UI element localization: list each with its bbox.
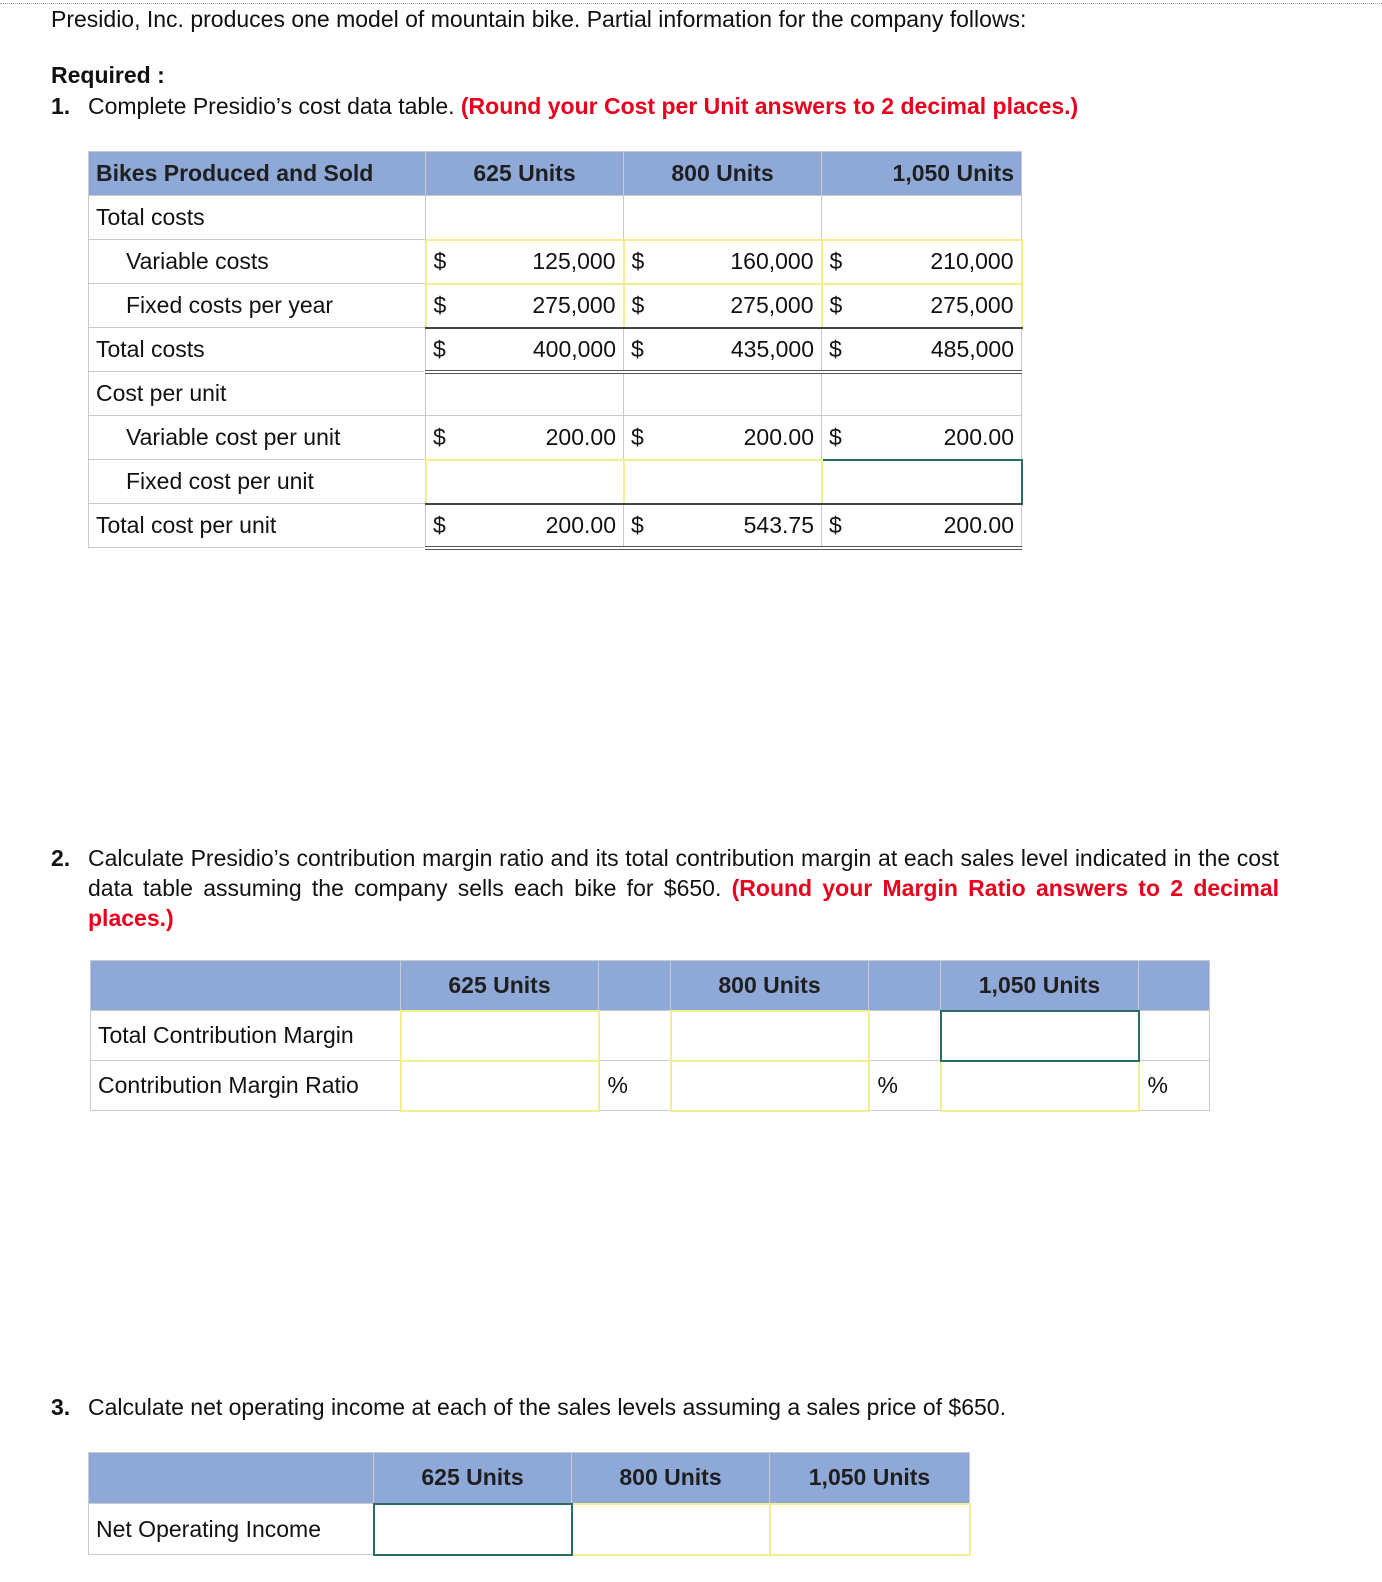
noi-800-input[interactable] — [572, 1504, 770, 1555]
tcm-800-input[interactable] — [671, 1011, 869, 1061]
tcm-1050-input[interactable] — [941, 1011, 1139, 1061]
fixed-cpu-1050-input[interactable] — [822, 460, 1022, 504]
table-row — [89, 240, 1022, 284]
header-800-units: 800 Units — [572, 1453, 770, 1504]
cmr-625-input[interactable] — [401, 1061, 599, 1111]
header-625-units: 625 Units — [426, 152, 624, 196]
total-costs-label: Total costs — [89, 328, 426, 372]
percent-sign: % — [599, 1061, 671, 1111]
fixed-cpu-800-input[interactable] — [624, 460, 822, 504]
net-operating-income-label: Net Operating Income — [89, 1504, 374, 1555]
header-800-units: 800 Units — [624, 152, 822, 196]
net-operating-income-table — [88, 1452, 971, 1556]
table-row — [89, 416, 1022, 460]
total-contribution-margin-label: Total Contribution Margin — [91, 1011, 401, 1061]
table-row — [89, 460, 1022, 504]
fixed-costs-625-input[interactable]: $ 275,000 — [426, 284, 624, 328]
variable-cost-per-unit-label: Variable cost per unit — [89, 416, 426, 460]
cost-data-table — [88, 151, 1023, 550]
total-cpu-800: $ 543.75 — [624, 504, 822, 548]
total-cost-per-unit-label: Total cost per unit — [89, 504, 426, 548]
fixed-cost-per-unit-label: Fixed cost per unit — [89, 460, 426, 504]
intro-text: Presidio, Inc. produces one model of mountain bike. Partial information for the company follows: — [51, 6, 1027, 32]
total-costs-625: $ 400,000 — [426, 328, 624, 372]
table-row — [89, 328, 1022, 372]
rounding-note: (Round your Margin Ratio answers to 2 decimal places.) — [88, 875, 1280, 931]
table-row — [91, 1061, 1210, 1111]
variable-cpu-800: $ 200.00 — [624, 416, 822, 460]
cost-per-unit-heading: Cost per unit — [89, 372, 426, 416]
header-800-units: 800 Units — [671, 961, 869, 1011]
header-1050-units: 1,050 Units — [770, 1453, 970, 1504]
header-1050-units: 1,050 Units — [941, 961, 1139, 1011]
question-text: Calculate Presidio’s contribution margin ratio and its total contribution margin at each sales level indicated in the cost data table assuming the company sells each bike for $650. — [88, 845, 1279, 901]
table-row — [91, 1011, 1210, 1061]
tcm-625-input[interactable] — [401, 1011, 599, 1061]
question-number: 1. — [51, 93, 71, 119]
question-text: Complete Presidio’s cost data table. — [88, 93, 455, 119]
table-row — [89, 1504, 970, 1555]
rounding-note: (Round your Cost per Unit answers to 2 decimal places.) — [460, 93, 1079, 119]
question-number: 2. — [51, 845, 71, 871]
fixed-cpu-625-input[interactable] — [426, 460, 624, 504]
cmr-1050-input[interactable] — [941, 1061, 1139, 1111]
noi-1050-input[interactable] — [770, 1504, 970, 1555]
header-625-units: 625 Units — [401, 961, 599, 1011]
total-costs-heading: Total costs — [89, 196, 426, 240]
fixed-costs-800-input[interactable]: $ 275,000 — [624, 284, 822, 328]
variable-cpu-1050: $ 200.00 — [822, 416, 1022, 460]
fixed-costs-1050-input[interactable]: $ 275,000 — [822, 284, 1022, 328]
header-1050-units: 1,050 Units — [822, 152, 1022, 196]
header-bikes-produced: Bikes Produced and Sold — [89, 152, 426, 196]
table-row — [89, 284, 1022, 328]
noi-625-input[interactable] — [374, 1504, 572, 1555]
fixed-costs-label: Fixed costs per year — [89, 284, 426, 328]
question-3 — [51, 1392, 1006, 1422]
contribution-margin-table — [90, 960, 1210, 1112]
total-costs-800: $ 435,000 — [624, 328, 822, 372]
question-2 — [51, 843, 1279, 933]
question-text: Calculate net operating income at each of the sales levels assuming a sales price of $650. — [88, 1394, 1006, 1420]
variable-costs-800-input[interactable]: $ 160,000 — [624, 240, 822, 284]
variable-costs-1050-input[interactable]: $ 210,000 — [822, 240, 1022, 284]
table-row — [89, 504, 1022, 548]
percent-sign: % — [869, 1061, 941, 1111]
variable-cpu-625: $ 200.00 — [426, 416, 624, 460]
variable-costs-label: Variable costs — [89, 240, 426, 284]
total-cpu-1050: $ 200.00 — [822, 504, 1022, 548]
contribution-margin-ratio-label: Contribution Margin Ratio — [91, 1061, 401, 1111]
header-625-units: 625 Units — [374, 1453, 572, 1504]
percent-sign: % — [1139, 1061, 1210, 1111]
question-number: 3. — [51, 1394, 71, 1420]
cmr-800-input[interactable] — [671, 1061, 869, 1111]
top-divider — [0, 3, 1382, 4]
required-label: Required : — [51, 62, 165, 88]
total-costs-1050: $ 485,000 — [822, 328, 1022, 372]
total-cpu-625: $ 200.00 — [426, 504, 624, 548]
variable-costs-625-input[interactable]: $ 125,000 — [426, 240, 624, 284]
question-1 — [51, 91, 1078, 121]
